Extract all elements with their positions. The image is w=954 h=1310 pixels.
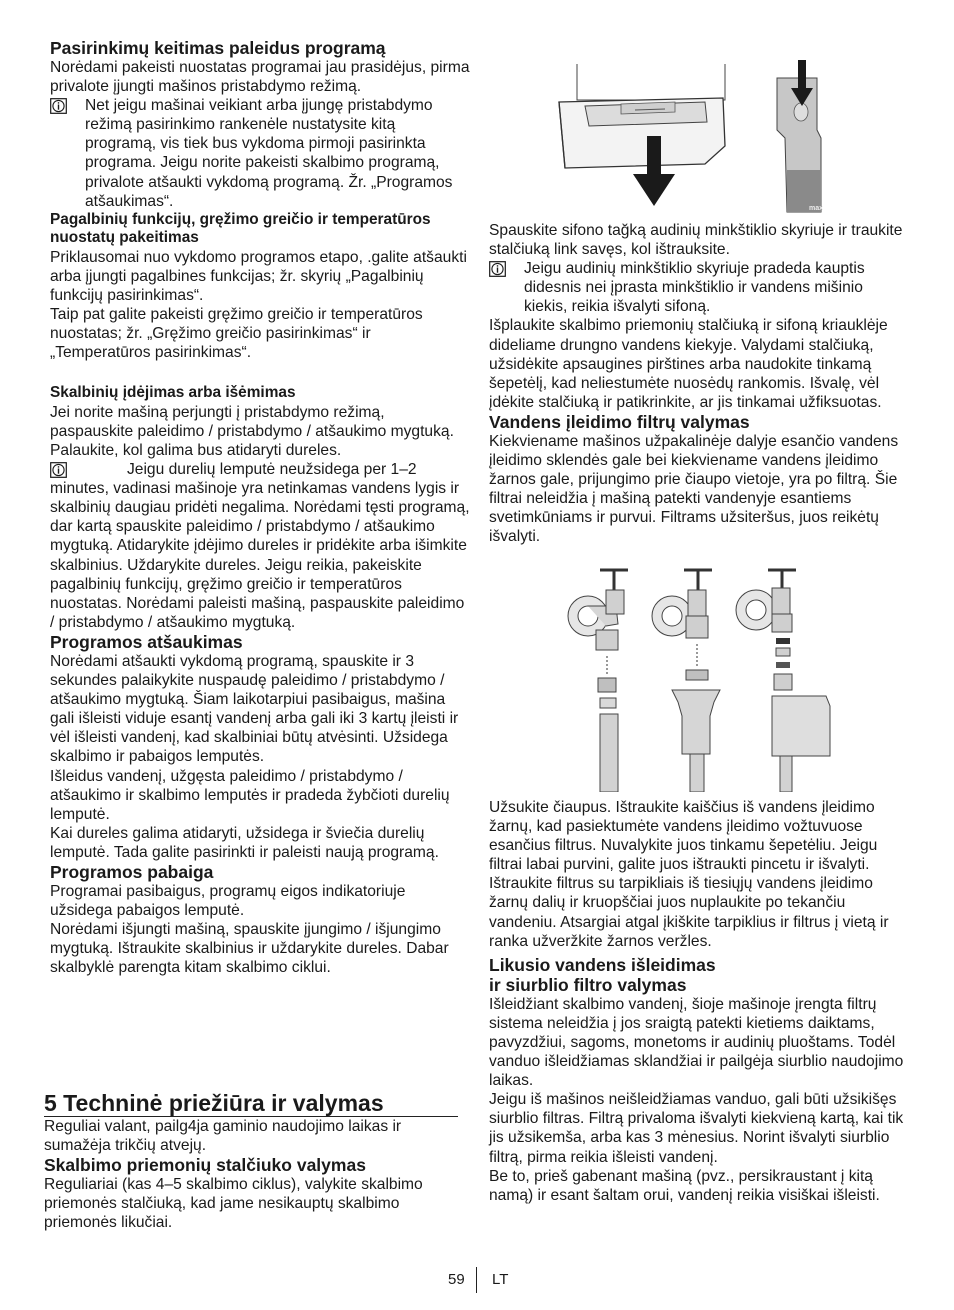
- paragraph: Reguliai valant, pailg4ja gaminio naudojimo laikas ir sumažėja trikčių atvejų.: [44, 1118, 402, 1155]
- info-note: [50, 460, 470, 479]
- paragraph: Išleidus vandenį, užgęsta paleidimo / pristabdymo / atšaukimo ir skalbimo lemputės ir pradeda žybčioti durelių lemputė.: [50, 767, 450, 823]
- section-title-drain: Likusio vandens išleidimas: [489, 954, 716, 975]
- section-title-program-end: Programos pabaiga: [50, 861, 214, 882]
- tap-with-filter-figure: [652, 570, 720, 792]
- paragraph: Spauskite sifono tağką audinių minkštiklio skyriuje ir traukite stalčiuką link savęs, kol ištrauksite.: [489, 222, 903, 259]
- paragraph: Išplaukite skalbimo priemonių stalčiuką ir sifoną kriauklėje dideliame drungno vandens kiekyje. Valydami stalčiuką, užsidėkite apsaugines pirštines arba naudokite tinkamą šepetėlį, kad neliestumėte nuosėdų rankomis. Išvalę, vėl įdėkite stalčiuką ir patikrinkite, ar jis tinkamai užfiksuotas.: [489, 317, 888, 411]
- section-title-pump-filter: ir siurblio filtro valymas: [489, 974, 687, 995]
- info-icon: [50, 98, 67, 114]
- detergent-drawer-figure: [555, 60, 915, 220]
- section-title-program-cancel: Programos atšaukimas: [50, 631, 243, 652]
- section-title-laundry-loading: Skalbinių įdėjimas arba išėmimas: [50, 384, 296, 402]
- water-inlet-filters-figure: [560, 566, 850, 792]
- tap-with-valve-figure: [736, 570, 830, 792]
- language-code: LT: [492, 1271, 509, 1288]
- paragraph: Programai pasibaigus, programų eigos indikatoriuje užsidega pabaigos lemputė.: [50, 882, 406, 920]
- section-title-drawer-cleaning: Skalbimo priemonių stalčiuko valymas: [44, 1155, 366, 1176]
- paragraph: Be to, prieš gabenant mašiną (pvz., persikraustant į kitą namą) ir esant šaltam orui, vandenį reikia visiškai išleisti.: [489, 1167, 880, 1204]
- right-column-lower: [489, 798, 907, 1205]
- paragraph: Užsukite čiaupus. Ištraukite kaiščius iš vandens įleidimo žarnų, kad pasiektumėte vandens įleidimo vožtuvuose esančius filtrus. Nuvalykite juos tinkamu šepetėliu. Jeigu filtrai labai purvini, galite juos ištraukti pincetu ir išvalyti. Ištraukite filtrus su tarpikliais iš tiesiųjų vandens įleidimo žarnų dalių ir kruopščiai juos nuplaukite po tekančiu vandeniu. Atsargiai atgal įkiškite tarpiklius ir filtrus į vietą ir ranka užveržkite žarnos veržles.: [489, 799, 889, 950]
- info-note: [50, 96, 470, 211]
- paragraph: Kai dureles galima atidaryti, užsidega ir šviečia durelių lemputė. Tada galite pasirinkti ir paleisti naują programą.: [50, 824, 439, 861]
- note-text: Jeigu durelių lemputė neužsidega per 1–2: [127, 461, 417, 479]
- section-title-inlet-filters: Vandens įleidimo filtrų valymas: [489, 411, 750, 432]
- page-number: 59: [448, 1271, 465, 1288]
- paragraph: Priklausomai nuo vykdomo programos etapo, .galite atšaukti arba įjungti pagalbines funkcijas; žr. skyrių „Pagalbinių funkcijų pasirinkimas“.: [50, 248, 467, 304]
- paragraph: Norėdami atšaukti vykdomą programą, spauskite ir 3 sekundes palaikykite nuspaudę paleidimo / pristabdymo / atšaukimo mygtuką. Šiam laikotarpiui pasibaigus, mašina gali išleisti viduje esantį vandenį arba gali iki 3 kartų įleisti ir vėl išleisti vandenį, kad skalbiniai būtų atvėsinti. Užsidega skalbimo ir pabaigos lemputės.: [50, 652, 459, 766]
- tap-with-hose-figure: [568, 570, 628, 792]
- footer-divider: [476, 1267, 477, 1293]
- down-arrow-icon: [647, 136, 661, 176]
- section-title-functions-change: Pagalbinių funkcijų, gręžimo greičio ir temperatūros nuostatų pakeitimas: [50, 210, 431, 247]
- section-title-settings-change: Pasirinkimų keitimas paleidus programą: [50, 38, 386, 58]
- left-column: [50, 38, 470, 977]
- paragraph: Norėdami išjungti mašiną, spauskite įjungimo / išjungimo mygtuką. Ištraukite skalbinius ir uždarykite dureles. Dabar skalbyklė parengta kitam skalbimo ciklui.: [50, 921, 449, 977]
- chapter-title: 5 Techninė priežiūra ir valymas: [44, 1090, 458, 1117]
- info-note: [489, 259, 907, 316]
- paragraph: Išleidžiant skalbimo vandenį, šioje mašinoje įrengta filtrų sistema neleidžia į jos sraigtą patekti kietiems daiktams, pavyzdžiui, sagoms, monetoms ir audinių pluoštams. Todėl vanduo išleidžiamas sklandžiai ir pailgėja siurblio naudojimo laikas.: [489, 995, 904, 1090]
- left-column-chapter: [44, 1090, 464, 1232]
- down-arrow-icon: [798, 60, 806, 90]
- paragraph: Reguliariai (kas 4–5 skalbimo ciklus), valykite skalbimo priemonės stalčiuką, kad jame nesikauptų skalbimo priemonės likučiai.: [44, 1176, 423, 1232]
- max-label: max: [809, 205, 824, 212]
- paragraph: Taip pat galite pakeisti gręžimo greičio ir temperatūros nuostatas; žr. „Gręžimo greičio pasirinkimas“ ir „Temperatūros pasirinkimas“.: [50, 306, 423, 362]
- paragraph: Jeigu iš mašinos neišleidžiamas vanduo, gali būti užsikišęs siurblio filtras. Filtrą privaloma išvalyti kiekvieną kartą, kai tik jis užsikemša, arba kas 3 mėnesius. Norint išvalyti siurblio filtrą, pirma reikia išleisti vandenį.: [489, 1091, 904, 1166]
- paragraph: Kiekviename mašinos užpakalinėje dalyje esančio vandens įleidimo sklendės gale bei kiekviename vandens įleidimo žarnos gale, prijungimo prie čiaupo vietoje, yra po filtrą. Šie filtrai neleidžia į mašiną patekti vandenyje esantiems svetimkūniams ir purvui. Filtrams užsiteršus, juos reikėtų išvalyti.: [489, 432, 899, 546]
- right-column: [489, 221, 907, 547]
- paragraph: Norėdami pakeisti nuostatas programai jau prasidėjus, pirma privalote įjungti mašinos pristabdymo režimą.: [50, 59, 470, 96]
- info-icon: [50, 462, 67, 478]
- info-icon: [489, 261, 506, 277]
- note-text: Net jeigu mašinai veikiant arba įjungę pristabdymo režimą pasirinkimo rankenėle nustatysite kitą programą, vis tiek bus vykdoma pirmoji pasirinkta programa. Jeigu norite pakeisti skalbimo programą, privalote atšaukti vykdomą programą. Žr. „Programos atšaukimas“.: [85, 97, 453, 210]
- paragraph: minutes, vadinasi mašinoje yra netinkamas vandens lygis ir skalbinių daugiau pridėti negalima. Norėdami tęsti programą, dar kartą spauskite paleidimo / pristabdymo / atšaukimo mygtuką. Atidarykite įdėjimo dureles ir pridėkite arba išimkite skalbinius. Uždarykite dureles. Jeigu reikia, pakeiskite pagalbinių funkcijų, gręžimo greičio ir temperatūros nuostatas. Norėdami paleisti mašiną, paspauskite paleidimo / pristabdymo / atšaukimo mygtuką.: [50, 480, 470, 631]
- note-text: Jeigu audinių minkštiklio skyriuje pradeda kauptis didesnis nei įprasta minkštiklio ir vandens mišinio kiekis, reikia išvalyti sifoną.: [524, 260, 865, 316]
- paragraph: Jei norite mašiną perjungti į pristabdymo režimą, paspauskite paleidimo / pristabdymo / atšaukimo mygtuką. Palaukite, kol galima bus atidaryti dureles.: [50, 403, 454, 459]
